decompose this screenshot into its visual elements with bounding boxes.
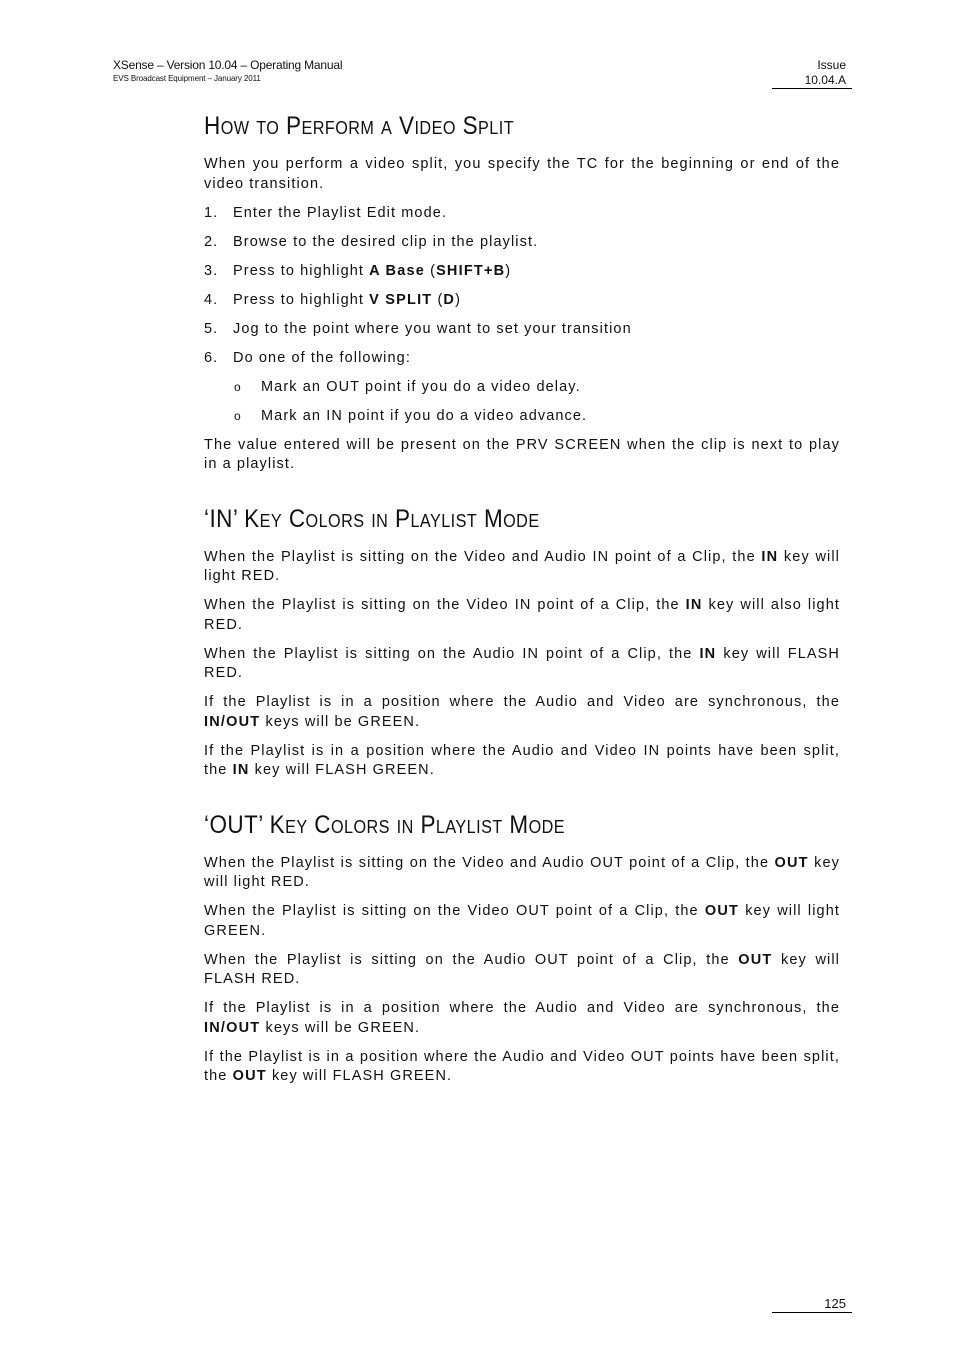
page-content — [204, 112, 840, 1096]
key-name: IN/OUT — [204, 713, 261, 730]
key-name: OUT — [774, 854, 809, 871]
paragraph — [204, 854, 840, 893]
section-intro: When you perform a video split, you specify the TC for the beginning or end of the video transition. — [204, 156, 840, 192]
text-part: When the Playlist is sitting on the Video OUT point of a Clip, the — [204, 903, 705, 919]
text-part: When the Playlist is sitting on the Audio OUT point of a Clip, the — [204, 951, 739, 968]
text-part: key will FLASH GREEN. — [266, 1068, 453, 1084]
text-part: If the Playlist is in a position where the Audio and Video IN points have been split, the — [204, 742, 840, 778]
text-part: If the Playlist is in a position where the Audio and Video are synchronous, the — [204, 694, 840, 710]
list-item — [204, 407, 840, 427]
sub-item-text: Mark an IN point if you do a video advance. — [261, 407, 588, 424]
list-item — [204, 291, 840, 311]
text-part: keys will be GREEN. — [260, 1019, 421, 1036]
list-item — [204, 204, 840, 224]
list-item — [204, 262, 840, 282]
step-text-part: ( — [425, 262, 437, 279]
circle-bullet-icon: o — [234, 379, 242, 394]
step-text-part: ( — [432, 291, 444, 308]
key-name: IN — [699, 645, 717, 662]
key-name: V SPLIT — [369, 291, 433, 308]
list-item — [204, 320, 840, 340]
step-number: 5. — [204, 320, 219, 337]
step-text — [233, 291, 461, 311]
text-part: key will light RED. — [204, 854, 840, 890]
text-part: key will FLASH RED. — [204, 951, 840, 987]
key-shortcut: D — [443, 291, 456, 308]
key-name: IN — [232, 762, 250, 778]
step-number: 4. — [204, 291, 219, 308]
step-text: Jog to the point where you want to set your transition — [233, 320, 632, 337]
page-number: 125 — [772, 1296, 852, 1313]
sub-item-text: Mark an OUT point if you do a video delay. — [261, 378, 581, 395]
key-shortcut: SHIFT+B — [436, 262, 506, 279]
text-part: key will FLASH RED. — [204, 645, 840, 681]
step-text-part: Press to highlight — [233, 262, 370, 279]
text-part: key will also light RED. — [204, 597, 840, 633]
step-text: Do one of the following: — [233, 349, 411, 366]
step-text-part: ) — [455, 291, 462, 308]
step-number: 1. — [204, 204, 219, 221]
list-item — [204, 378, 840, 398]
step-text: Enter the Playlist Edit mode. — [233, 204, 448, 221]
key-name: OUT — [738, 951, 773, 968]
text-part: When the Playlist is sitting on the Video IN point of a Clip, the — [204, 597, 686, 613]
text-part: If the Playlist is in a position where the Audio and Video are synchronous, the — [204, 1000, 840, 1016]
section-heading-in-key: ‘IN’ Key Colors in Playlist Mode — [204, 504, 540, 533]
key-name: OUT — [232, 1068, 267, 1084]
issue-value: 10.04.A — [772, 73, 852, 89]
step-number: 2. — [204, 233, 219, 250]
section-heading-video-split: How to Perform a Video Split — [204, 112, 515, 140]
step-number: 3. — [204, 262, 219, 279]
paragraph — [204, 999, 840, 1038]
step-number: 6. — [204, 349, 219, 366]
list-item — [204, 349, 840, 369]
section-heading-out-key: ‘OUT’ Key Colors in Playlist Mode — [204, 810, 566, 839]
text-part: key will light GREEN. — [204, 903, 840, 939]
text-part: keys will be GREEN. — [260, 713, 421, 730]
paragraph — [204, 596, 840, 635]
step-text: Browse to the desired clip in the playlist. — [233, 233, 539, 250]
text-part: key will light RED. — [204, 548, 840, 584]
paragraph — [204, 693, 840, 732]
issue-label: Issue — [817, 58, 846, 72]
step-text-part: Press to highlight — [233, 291, 370, 308]
paragraph — [204, 548, 840, 587]
list-item — [204, 233, 840, 253]
circle-bullet-icon: o — [234, 408, 242, 423]
key-name: IN/OUT — [204, 1019, 261, 1036]
text-part: When the Playlist is sitting on the Video and Audio IN point of a Clip, the — [204, 548, 762, 565]
text-part: When the Playlist is sitting on the Audio IN point of a Clip, the — [204, 645, 700, 662]
paragraph — [204, 951, 840, 990]
page-header-right — [772, 58, 852, 89]
key-name: A Base — [369, 262, 425, 279]
paragraph — [204, 1048, 840, 1087]
step-text — [233, 262, 511, 282]
text-part: If the Playlist is in a position where the Audio and Video OUT points have been split, the — [204, 1048, 840, 1084]
paragraph — [204, 645, 840, 684]
key-name: OUT — [704, 903, 740, 919]
section-outro: The value entered will be present on the PRV SCREEN when the clip is next to play in a playlist. — [204, 436, 840, 472]
step-text-part: ) — [505, 262, 512, 279]
paragraph — [204, 742, 840, 781]
key-name: IN — [685, 597, 703, 613]
key-name: IN — [761, 548, 779, 565]
text-part: key will FLASH GREEN. — [249, 762, 435, 778]
document-subtitle: EVS Broadcast Equipment – January 2011 — [113, 74, 261, 83]
paragraph — [204, 902, 840, 941]
page-header-left — [113, 58, 342, 83]
text-part: When the Playlist is sitting on the Video and Audio OUT point of a Clip, the — [204, 854, 775, 871]
document-title: XSense – Version 10.04 – Operating Manual — [113, 58, 343, 72]
